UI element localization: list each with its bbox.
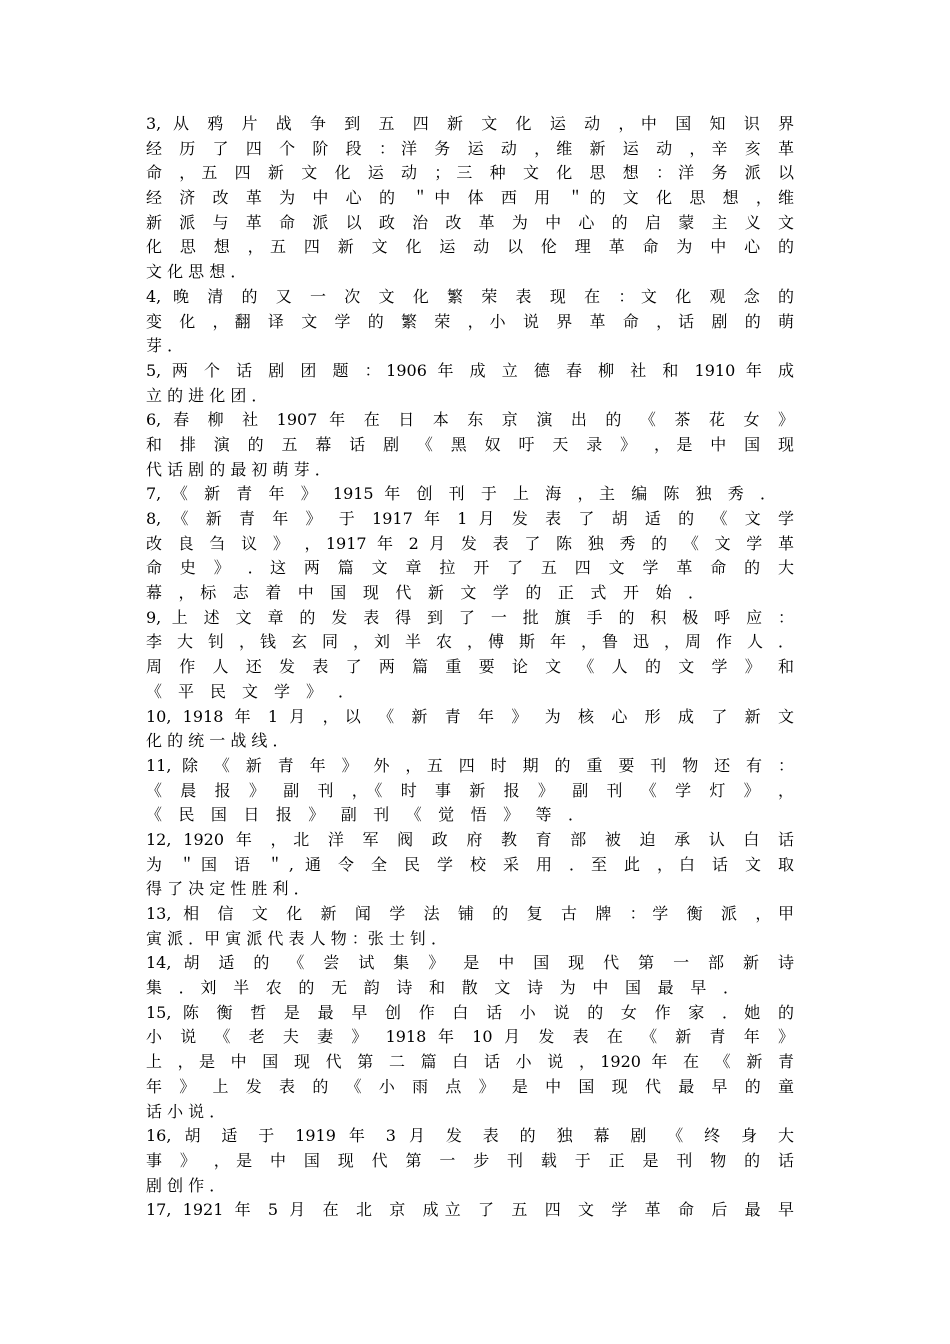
text-line: 文 化 思 想 ．	[146, 262, 247, 282]
text-line: 话 小 说 ．	[146, 1101, 226, 1121]
text-line: 命 ，五 四 新 文 化 运 动 ；三 种 文 化 思 想 ：洋 务 派 以	[146, 163, 794, 183]
text-line: 6, 春 柳 社 1907 年 在 日 本 东 京 演 出 的 《 茶 花 女 》	[146, 410, 794, 430]
text-line: 寅 派 ．甲 寅 派 代 表 人 物 ：张 士 钊 ．	[146, 928, 448, 948]
text-line: 7, 《 新 青 年 》 1915 年 创 刊 于 上 海 ，主 编 陈 独 秀 ．	[146, 484, 776, 504]
text-line: 小 说 《 老 夫 妻 》 1918 年 10 月 发 表 在 《 新 青 年 》	[146, 1027, 794, 1047]
text-line: 9, 上 述 文 章 的 发 表 得 到 了 一 批 旗 手 的 积 极 呼 应 ：	[146, 607, 794, 627]
text-line: 经 济 改 革 为 中 心 的 ＂中 体 西 用 ＂的 文 化 思 想 ，维	[146, 188, 794, 208]
document-page	[146, 112, 794, 1223]
text-line: 经 历 了 四 个 阶 段 ：洋 务 运 动 ，维 新 运 动 ，辛 亥 革	[146, 138, 794, 158]
text-line: 3, 从 鸦 片 战 争 到 五 四 新 文 化 运 动 ，中 国 知 识 界	[146, 114, 794, 133]
text-line: 15, 陈 衡 哲 是 最 早 创 作 白 话 小 说 的 女 作 家 ．她 的	[146, 1002, 794, 1022]
text-line: 幕 ，标 志 着 中 国 现 代 新 文 学 的 正 式 开 始 ．	[146, 583, 704, 603]
text-line: 变 化 ，翻 译 文 学 的 繁 荣 ，小 说 界 革 命 ，话 剧 的 萌	[146, 311, 794, 331]
text-line: 集 ．刘 半 农 的 无 韵 诗 和 散 文 诗 为 中 国 最 早 ．	[146, 978, 739, 998]
text-line: 剧 创 作 ．	[146, 1175, 226, 1195]
text-line: 10, 1918 年 1 月 ，以 《 新 青 年 》 为 核 心 形 成 了 新 文	[146, 706, 794, 726]
text-line: 上 ，是 中 国 现 代 第 二 篇 白 话 小 说 ，1920 年 在 《 新 青	[146, 1052, 794, 1072]
text-line: 8, 《 新 青 年 》 于 1917 年 1 月 发 表 了 胡 适 的 《 文 学	[146, 509, 794, 528]
text-line: 《 晨 报 》 副 刊 ，《 时 事 新 报 》 副 刊 《 学 灯 》 ，	[146, 780, 794, 800]
text-line: 14, 胡 适 的 《 尝 试 集 》 是 中 国 现 代 第 一 部 新 诗	[146, 953, 794, 973]
text-line: 《 民 国 日 报 》 副 刊 《 觉 悟 》 等 ．	[146, 805, 584, 825]
text-line: 化 的 统 一 战 线 ．	[146, 731, 289, 751]
text-line: 芽 ．	[146, 336, 184, 356]
text-line: 16, 胡 适 于 1919 年 3 月 发 表 的 独 幕 剧 《 终 身 大	[146, 1126, 794, 1146]
text-line: 代 话 剧 的 最 初 萌 芽 ．	[146, 459, 331, 479]
text-line: 为 ＂国 语 ＂, 通 令 全 民 学 校 采 用 ．至 此 ，白 话 文 取	[146, 854, 794, 874]
text-line: 李 大 钊 ，钱 玄 同 ，刘 半 农 ，傅 斯 年 ，鲁 迅 ，周 作 人 ．	[146, 632, 794, 652]
text-line: 5, 两 个 话 剧 团 题 ：1906 年 成 立 德 春 柳 社 和 1910 年 成	[146, 360, 794, 380]
text-line: 11, 除 《 新 青 年 》 外 ，五 四 时 期 的 重 要 刊 物 还 有 ：	[146, 755, 794, 775]
text-line: 13, 相 信 文 化 新 闻 学 法 铺 的 复 古 牌 ：学 衡 派 ，甲	[146, 904, 794, 923]
text-line: 立 的 进 化 团 ．	[146, 385, 268, 405]
text-line: 周 作 人 还 发 表 了 两 篇 重 要 论 文 《 人 的 文 学 》 和	[146, 657, 794, 677]
text-line: 4, 晚 清 的 又 一 次 文 化 繁 荣 表 现 在 ：文 化 观 念 的	[146, 286, 794, 306]
text-line: 17, 1921 年 5 月 在 北 京 成立 了 五 四 文 学 革 命 后 最 早	[146, 1200, 794, 1220]
text-line: 得 了 决 定 性 胜 利 ．	[146, 879, 310, 899]
text-line: 和 排 演 的 五 幕 话 剧 《 黑 奴 吁 天 录 》 ，是 中 国 现	[146, 434, 794, 454]
text-line: 命 史 》 ．这 两 篇 文 章 拉 开 了 五 四 文 学 革 命 的 大	[146, 558, 794, 578]
text-line: 12, 1920 年 ，北 洋 军 阀 政 府 教 育 部 被 迫 承 认 白 话	[146, 829, 794, 849]
text-line: 改 良 刍 议 》 ，1917 年 2 月 发 表 了 陈 独 秀 的 《 文 学 革	[146, 533, 794, 553]
text-line: 《 平 民 文 学 》 ．	[146, 681, 354, 701]
text-line: 化 思 想 ，五 四 新 文 化 运 动 以 伦 理 革 命 为 中 心 的	[146, 237, 794, 257]
text-line: 事 》 ，是 中 国 现 代 第 一 步 刊 载 于 正 是 刊 物 的 话	[146, 1150, 794, 1170]
text-line: 年 》 上 发 表 的 《 小 雨 点 》 是 中 国 现 代 最 早 的 童	[146, 1076, 794, 1096]
text-line: 新 派 与 革 命 派 以 政 治 改 革 为 中 心 的 启 蒙 主 义 文	[146, 212, 794, 232]
